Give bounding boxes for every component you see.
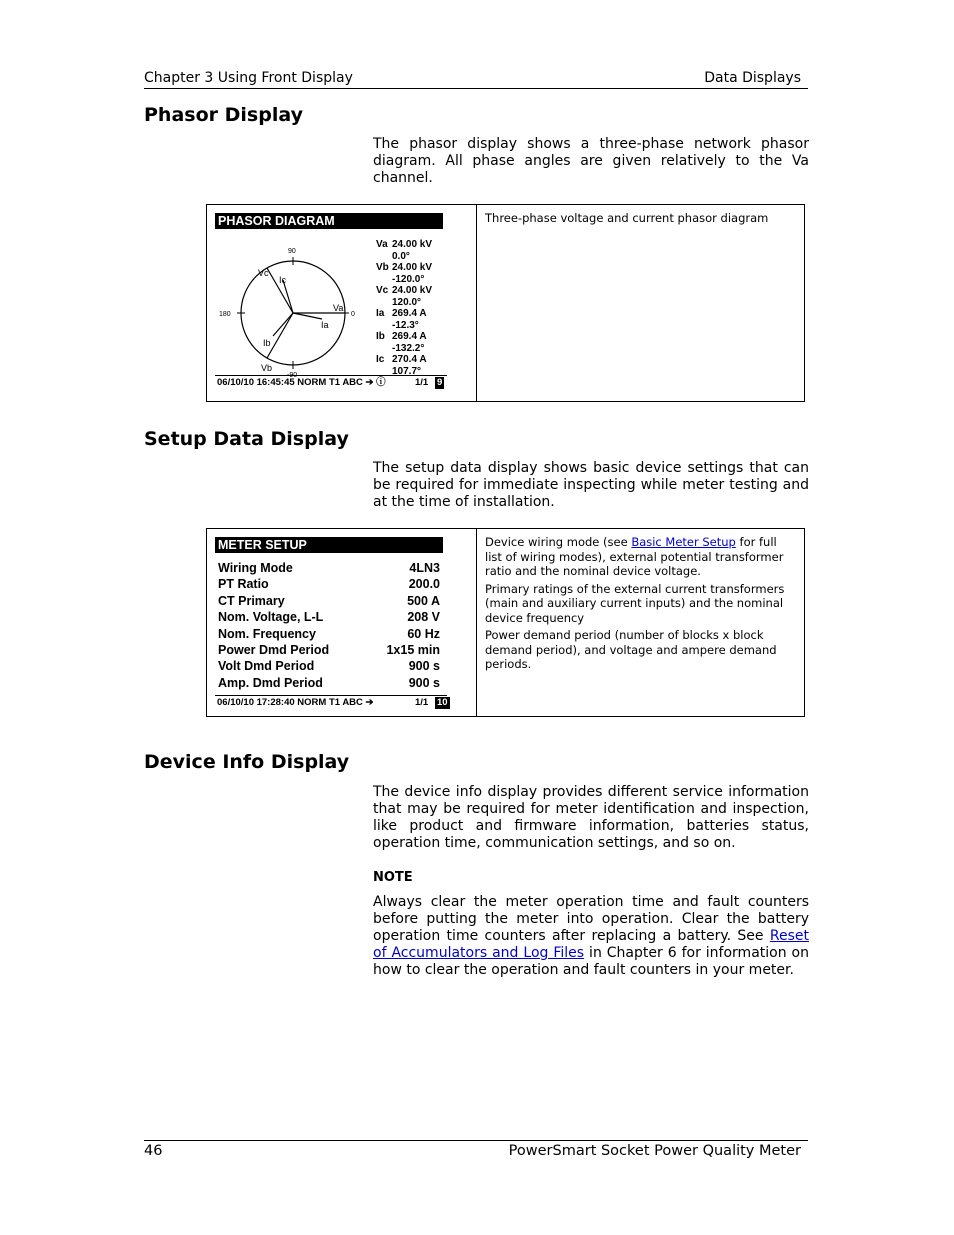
reading-angle: 120.0° <box>392 296 422 308</box>
phasor-description-cell <box>485 211 794 229</box>
footer-screen-number: 9 <box>437 377 443 388</box>
footer-page: 1/1 <box>415 377 429 388</box>
setup-heading: Setup Data Display <box>144 428 349 450</box>
setup-label: CT Primary <box>218 593 285 608</box>
setup-value: 900 s <box>408 675 440 690</box>
setup-value: 60 Hz <box>407 626 440 641</box>
setup-rows <box>215 553 449 691</box>
reading-row <box>376 285 432 297</box>
setup-screen <box>215 537 449 708</box>
setup-value: 200.0 <box>408 577 440 592</box>
note-paragraph: Always clear the meter operation time and fault counters before putting the meter into operation. Clear the battery operation time counters after replacing a battery. See Reset of Accumulators and Log Files in Chapter 6 for information on how to clear the operation and fault counters in your meter. <box>373 894 809 978</box>
vector-ia <box>293 313 322 319</box>
page-header <box>144 70 808 89</box>
reading-angle: -12.3° <box>392 319 419 331</box>
reading-angle-row <box>376 274 432 286</box>
screen-title: PHASOR DIAGRAM <box>215 213 443 229</box>
setup-label: PT Ratio <box>218 577 269 592</box>
setup-value: 900 s <box>408 659 440 674</box>
chapter-title: Chapter 3 Using Front Display <box>144 70 353 86</box>
reading-value: 24.00 kV <box>392 285 433 296</box>
reading-row <box>376 354 432 366</box>
setup-screen-cell <box>207 529 477 716</box>
setup-label: Volt Dmd Period <box>218 659 315 674</box>
setup-table <box>206 528 805 717</box>
setup-description-wiring: Device wiring mode (see Basic Meter Setup for full list of wiring modes), external potential transformer ratio and the nominal device voltage. <box>485 535 784 578</box>
screen-footer <box>215 375 447 390</box>
reading-label: Vb <box>376 262 389 273</box>
phasor-paragraph: The phasor display shows a three-phase network phasor diagram. All phase angles are given relatively to the Va channel. <box>373 136 809 186</box>
setup-label: Nom. Voltage, L-L <box>218 610 324 625</box>
setup-row <box>218 609 440 625</box>
phasor-diagram <box>215 231 375 381</box>
vector-label-ia: Ia <box>321 320 329 330</box>
reading-value: 269.4 A <box>392 331 427 342</box>
note-label: NOTE <box>373 870 413 885</box>
page-number: 46 <box>144 1143 163 1159</box>
reading-label: Va <box>376 239 388 250</box>
phasor-screen <box>215 213 449 388</box>
reading-label: Vc <box>376 285 389 296</box>
footer-status: 06/10/10 17:28:40 NORM T1 ABC ➔ <box>217 697 374 708</box>
setup-value: 208 V <box>407 610 440 625</box>
reading-value: 270.4 A <box>392 354 427 365</box>
reading-angle-row <box>376 320 432 332</box>
reading-angle: -132.2° <box>392 342 425 354</box>
setup-row <box>218 560 440 576</box>
setup-row <box>218 658 440 674</box>
reading-row <box>376 308 432 320</box>
reading-row <box>376 331 432 343</box>
phasor-screen-cell <box>207 205 477 401</box>
vector-label-ib: Ib <box>263 338 271 348</box>
screen-title: METER SETUP <box>215 537 443 553</box>
axis-label-bottom: -90 <box>287 372 298 379</box>
screen-footer <box>215 695 447 710</box>
phasor-table <box>206 204 805 402</box>
setup-row <box>218 642 440 658</box>
setup-row <box>218 675 440 691</box>
axis-label-left: 180 <box>219 311 231 318</box>
vector-label-va: Va <box>333 303 344 313</box>
reading-angle: 0.0° <box>392 250 410 262</box>
phasor-description: Three-phase voltage and current phasor diagram <box>485 211 769 225</box>
reading-angle-row <box>376 343 432 355</box>
reading-row <box>376 239 432 251</box>
reading-row <box>376 262 432 274</box>
setup-description-ratings: Primary ratings of the external current transformers (main and auxiliary current inputs) and the nominal device frequency <box>485 581 785 625</box>
footer-status: 06/10/10 16:45:45 NORM T1 ABC ➔ ⓘ <box>217 377 386 388</box>
setup-value: 1x15 min <box>386 643 440 658</box>
footer-screen-number: 10 <box>437 697 448 708</box>
axis-label-right: 0 <box>351 311 355 318</box>
vector-vb <box>267 313 293 358</box>
reading-value: 24.00 kV <box>392 239 433 250</box>
setup-label: Amp. Dmd Period <box>218 675 323 690</box>
vector-ib <box>273 313 293 336</box>
vector-label-ic: Ic <box>279 275 287 285</box>
reset-accumulators-link[interactable]: Reset of Accumulators and Log Files <box>373 928 809 961</box>
reading-label: Ib <box>376 331 385 342</box>
setup-paragraph: The setup data display shows basic device settings that can be required for immediate inspecting while meter testing and at the time of installation. <box>373 460 809 510</box>
setup-label: Power Dmd Period <box>218 643 330 658</box>
phasor-readings <box>376 239 432 377</box>
vector-label-vc: Vc <box>258 268 269 278</box>
setup-value: 4LN3 <box>409 561 440 575</box>
setup-row <box>218 593 440 609</box>
axis-label-top: 90 <box>288 248 296 255</box>
setup-row <box>218 576 440 592</box>
basic-meter-setup-link[interactable]: Basic Meter Setup <box>631 535 736 549</box>
reading-angle: 107.7° <box>392 365 422 377</box>
setup-description-cell <box>485 535 794 675</box>
reading-angle-row <box>376 297 432 309</box>
setup-label: Nom. Frequency <box>218 626 316 641</box>
section-title: Data Displays <box>704 70 801 86</box>
device-heading: Device Info Display <box>144 751 350 773</box>
reading-label: Ic <box>376 354 385 365</box>
reading-label: Ia <box>376 308 385 319</box>
setup-value: 500 A <box>407 593 440 608</box>
device-paragraph: The device info display provides different service information that may be required for meter identification and inspection, like product and firmware information, batteries status, operation time, communication settings, and so on. <box>373 784 809 851</box>
reading-angle-row <box>376 251 432 263</box>
setup-label: Wiring Mode <box>218 561 293 575</box>
product-name: PowerSmart Socket Power Quality Meter <box>508 1143 801 1159</box>
reading-value: 24.00 kV <box>392 262 433 273</box>
footer-page: 1/1 <box>415 697 429 708</box>
setup-row <box>218 626 440 642</box>
page-footer <box>144 1140 808 1159</box>
phasor-heading: Phasor Display <box>144 104 303 126</box>
setup-description-demand: Power demand period (number of blocks x block demand period), and voltage and ampere demand periods. <box>485 628 777 671</box>
vector-label-vb: Vb <box>261 363 273 373</box>
reading-angle: -120.0° <box>392 273 425 285</box>
reading-value: 269.4 A <box>392 308 427 319</box>
